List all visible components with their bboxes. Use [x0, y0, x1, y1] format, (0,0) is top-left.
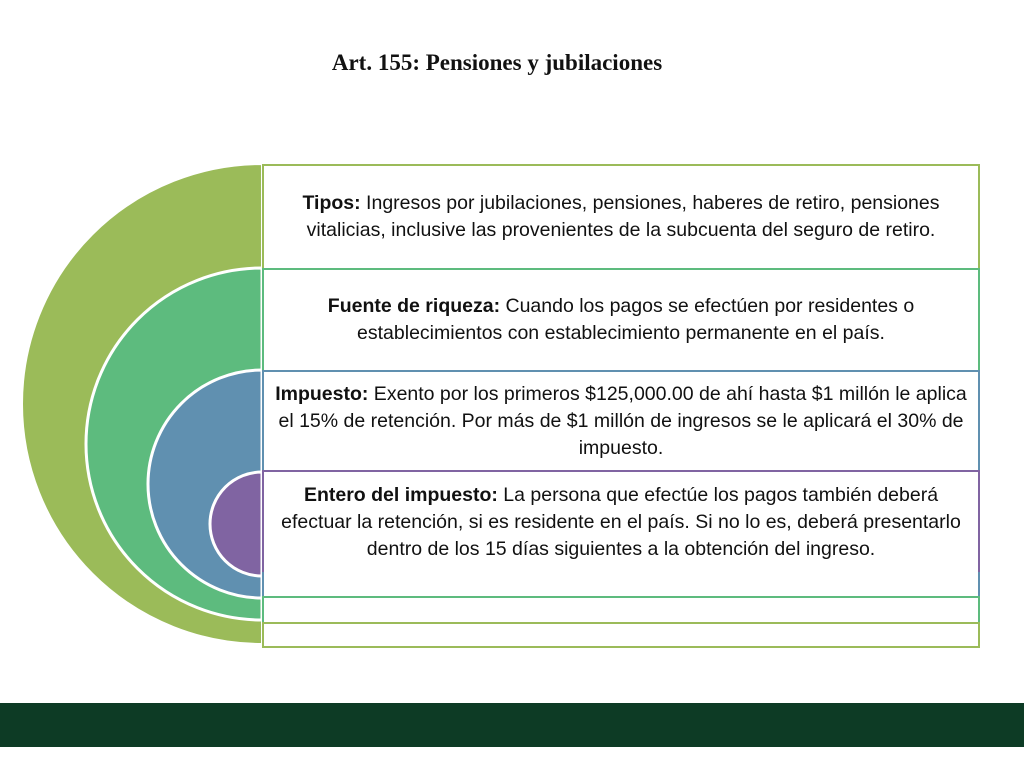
- tipos-label: Tipos:: [302, 192, 361, 214]
- entero-text: La persona que efectúe los pagos también deberá efectuar la retención, si es residente en el país. Si no lo es, deberá presentarlo dentro de los 15 días siguientes a la obtención del ingreso.: [281, 483, 961, 560]
- box-tipos-content: [274, 190, 968, 244]
- empty-row-1: [262, 572, 980, 598]
- box-impuesto: [262, 370, 980, 472]
- tipos-text: Ingresos por jubilaciones, pensiones, haberes de retiro, pensiones vitalicias, inclusive las provenientes de la subcuenta del seguro de retiro.: [306, 192, 940, 241]
- box-entero-del-impuesto: [262, 470, 980, 574]
- entero-label: Entero del impuesto:: [303, 483, 498, 506]
- box-fuente-de-riqueza: [262, 268, 980, 372]
- empty-row-3: [262, 622, 980, 648]
- footer-bar: [0, 703, 1024, 747]
- impuesto-label: Impuesto:: [275, 382, 369, 405]
- fuente-text: Cuando los pagos se efectúen por residentes o establecimientos con establecimiento permanente en el país.: [357, 295, 915, 344]
- page-title: Art. 155: Pensiones y jubilaciones: [331, 50, 663, 75]
- empty-row-2: [262, 596, 980, 624]
- impuesto-text: Exento por los primeros $125,000.00 de ahí hasta $1 millón le aplica el 15% de retención. Por más de $1 millón de ingresos se le aplicará el 30% de impuesto.: [278, 382, 967, 459]
- box-entero-content: [274, 482, 968, 563]
- box-fuente-content: [274, 293, 968, 347]
- box-impuesto-content: [274, 381, 968, 462]
- box-tipos: [262, 164, 980, 270]
- fuente-label: Fuente de riqueza:: [327, 295, 501, 317]
